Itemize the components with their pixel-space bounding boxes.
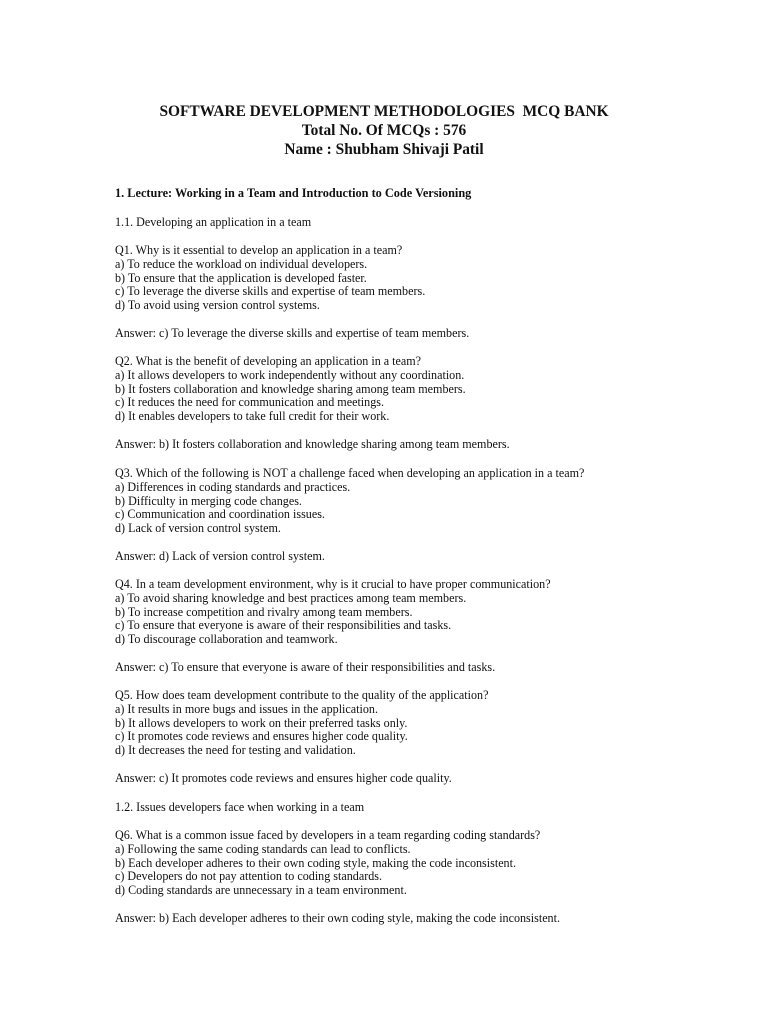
section-heading: 1. Lecture: Working in a Team and Introduction to Code Versioning bbox=[115, 186, 472, 200]
option-c: c) Communication and coordination issues. bbox=[115, 507, 325, 522]
subsection-heading: 1.2. Issues developers face when working in a team bbox=[115, 800, 365, 814]
question-text: Q3. Which of the following is NOT a challenge faced when developing an application in a team? bbox=[115, 466, 585, 480]
option-d: d) To discourage collaboration and teamwork. bbox=[115, 632, 338, 647]
answer-text: Answer: d) Lack of version control system. bbox=[115, 548, 325, 563]
option-d: d) Lack of version control system. bbox=[115, 521, 281, 536]
question-block bbox=[115, 355, 755, 452]
option-b: b) It allows developers to work on their preferred tasks only. bbox=[115, 715, 408, 730]
subsection-heading: 1.1. Developing an application in a team bbox=[115, 215, 312, 229]
option-d: d) It decreases the need for testing and validation. bbox=[115, 743, 356, 758]
answer-text: Answer: c) To ensure that everyone is aware of their responsibilities and tasks. bbox=[115, 659, 496, 674]
option-d: d) It enables developers to take full credit for their work. bbox=[115, 409, 390, 424]
option-a: a) Following the same coding standards can lead to conflicts. bbox=[115, 841, 411, 856]
document-title: SOFTWARE DEVELOPMENT METHODOLOGIES MCQ BANK bbox=[159, 103, 609, 120]
document-header bbox=[0, 102, 768, 159]
question-block bbox=[115, 689, 755, 786]
answer-text: Answer: c) To leverage the diverse skills and expertise of team members. bbox=[115, 325, 470, 340]
option-b: b) Difficulty in merging code changes. bbox=[115, 493, 302, 508]
author-name: Name : Shubham Shivaji Patil bbox=[284, 141, 484, 158]
question-text: Q1. Why is it essential to develop an application in a team? bbox=[115, 243, 403, 257]
option-b: b) It fosters collaboration and knowledge sharing among team members. bbox=[115, 381, 466, 396]
question-block bbox=[115, 829, 755, 926]
answer-text: Answer: b) It fosters collaboration and knowledge sharing among team members. bbox=[115, 436, 510, 451]
option-b: b) Each developer adheres to their own coding style, making the code inconsistent. bbox=[115, 855, 516, 870]
option-c: c) It promotes code reviews and ensures higher code quality. bbox=[115, 729, 408, 744]
option-a: a) To avoid sharing knowledge and best practices among team members. bbox=[115, 590, 467, 605]
option-a: a) It allows developers to work independently without any coordination. bbox=[115, 367, 465, 382]
question-block bbox=[115, 578, 755, 675]
question-text: Q6. What is a common issue faced by developers in a team regarding coding standards? bbox=[115, 828, 541, 842]
option-b: b) To increase competition and rivalry among team members. bbox=[115, 604, 413, 619]
option-c: c) To ensure that everyone is aware of their responsibilities and tasks. bbox=[115, 618, 452, 633]
option-a: a) It results in more bugs and issues in the application. bbox=[115, 701, 378, 716]
option-b: b) To ensure that the application is developed faster. bbox=[115, 270, 367, 285]
option-c: c) Developers do not pay attention to coding standards. bbox=[115, 869, 383, 884]
option-a: a) To reduce the workload on individual developers. bbox=[115, 256, 368, 271]
answer-text: Answer: b) Each developer adheres to their own coding style, making the code inconsistent. bbox=[115, 910, 560, 925]
total-mcqs: Total No. Of MCQs : 576 bbox=[301, 122, 467, 139]
option-c: c) It reduces the need for communication and meetings. bbox=[115, 395, 384, 410]
question-text: Q2. What is the benefit of developing an application in a team? bbox=[115, 354, 422, 368]
question-text: Q5. How does team development contribute to the quality of the application? bbox=[115, 688, 489, 702]
question-block bbox=[115, 467, 755, 564]
question-text: Q4. In a team development environment, why is it crucial to have proper communication? bbox=[115, 577, 551, 591]
answer-text: Answer: c) It promotes code reviews and ensures higher code quality. bbox=[115, 770, 452, 785]
option-c: c) To leverage the diverse skills and expertise of team members. bbox=[115, 284, 426, 299]
option-d: d) Coding standards are unnecessary in a team environment. bbox=[115, 883, 407, 898]
option-d: d) To avoid using version control systems. bbox=[115, 298, 320, 313]
option-a: a) Differences in coding standards and practices. bbox=[115, 479, 351, 494]
question-block bbox=[115, 244, 755, 341]
